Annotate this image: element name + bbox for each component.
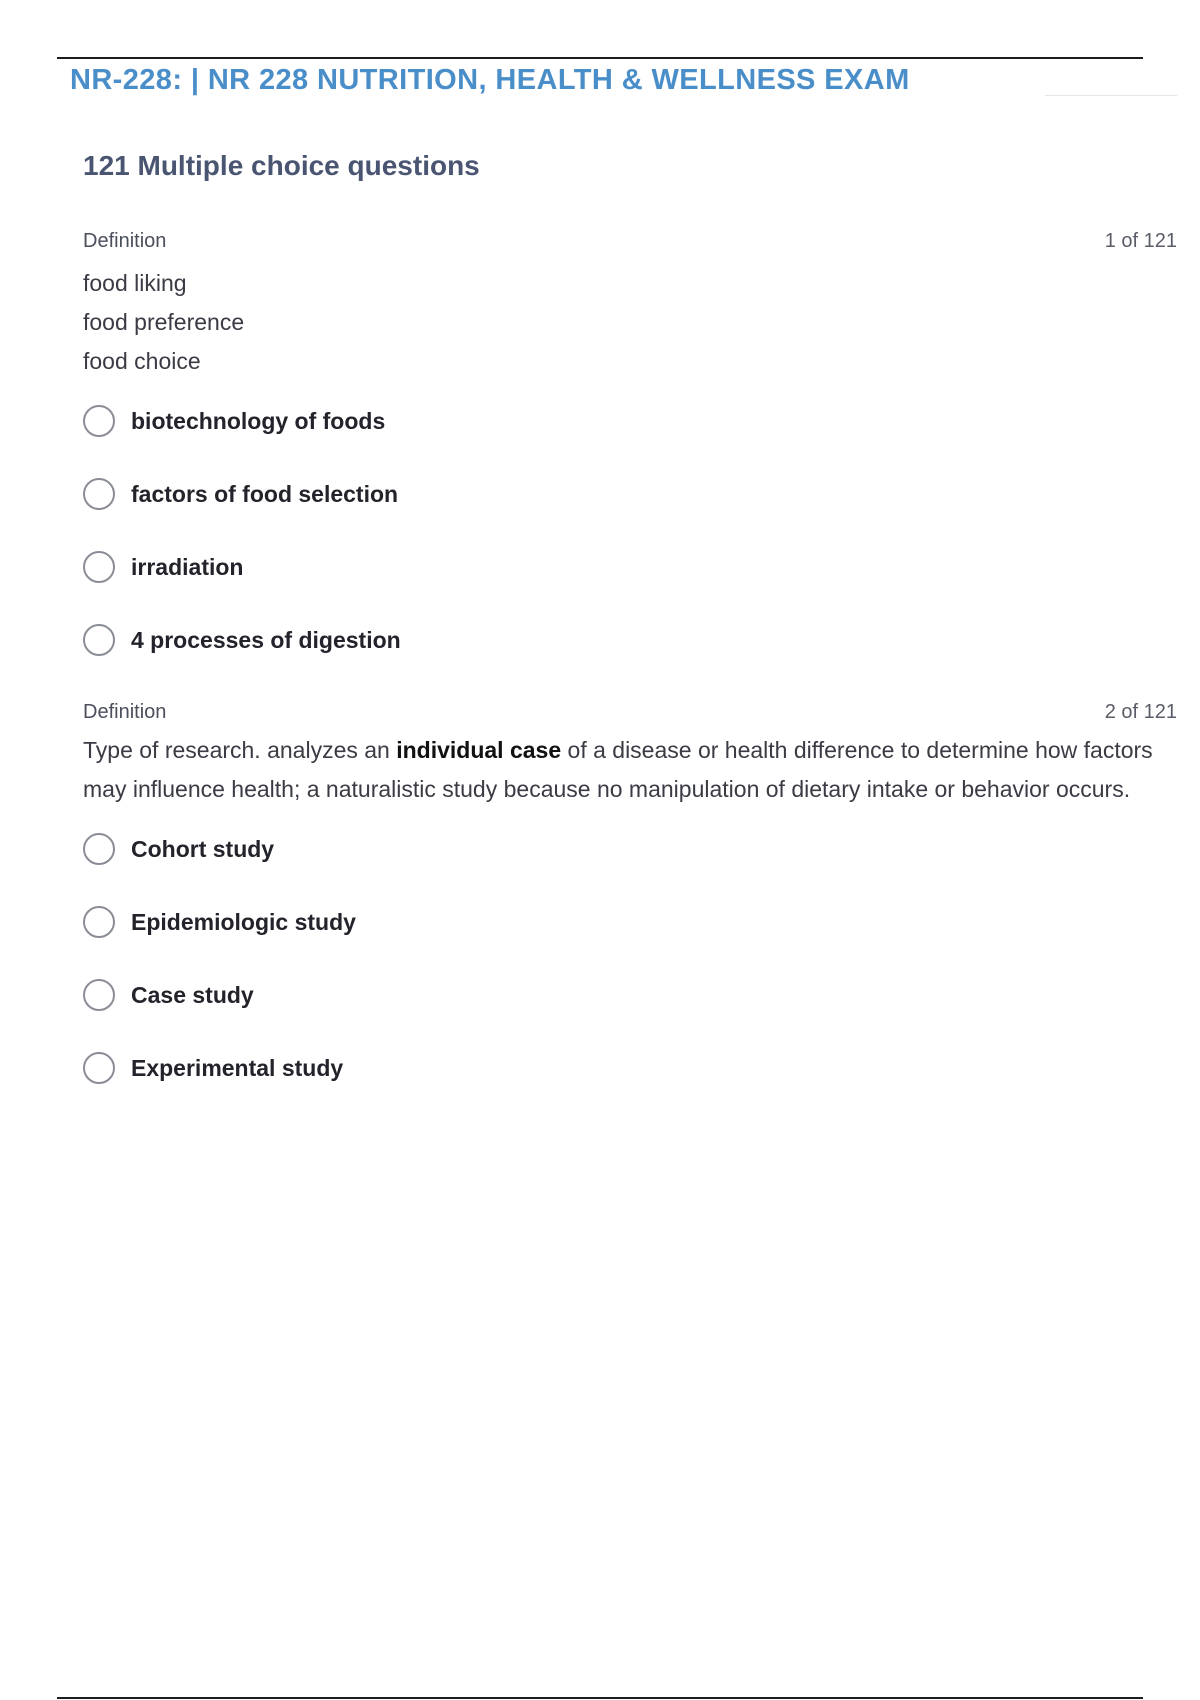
definition-line: food choice	[83, 348, 201, 374]
answer-option-label[interactable]: factors of food selection	[131, 481, 399, 507]
bottom-rule	[57, 1697, 1143, 1699]
answer-options	[83, 405, 1177, 697]
answer-option-label[interactable]: 4 processes of digestion	[131, 627, 401, 653]
definition-line: food liking	[83, 270, 187, 296]
definition-emphasis: individual case	[396, 737, 562, 763]
answer-option[interactable]	[83, 979, 1177, 1052]
answer-option[interactable]	[83, 405, 1177, 478]
question-card-2	[83, 697, 1177, 1125]
question-counter: 1 of 121	[1104, 230, 1177, 252]
question-set-title: 121 Multiple choice questions	[83, 150, 480, 181]
top-rule	[57, 57, 1143, 59]
radio-button[interactable]	[83, 405, 115, 437]
radio-button[interactable]	[83, 551, 115, 583]
answer-option[interactable]	[83, 833, 1177, 906]
answer-option[interactable]	[83, 551, 1177, 624]
answer-option-label[interactable]: Case study	[131, 982, 254, 1008]
radio-button[interactable]	[83, 979, 115, 1011]
answer-option[interactable]	[83, 1052, 1177, 1125]
radio-button[interactable]	[83, 478, 115, 510]
definition-text	[83, 731, 1163, 809]
answer-options	[83, 833, 1177, 1125]
answer-option-label[interactable]: irradiation	[131, 554, 244, 580]
radio-button[interactable]	[83, 624, 115, 656]
header-underline	[1045, 95, 1177, 96]
document-title: NR-228: | NR 228 NUTRITION, HEALTH & WELLNESS EXAM	[70, 64, 910, 96]
answer-option[interactable]	[83, 624, 1177, 697]
definition-text	[83, 264, 1177, 381]
definition-text-start: Type of research. analyzes an	[83, 737, 397, 763]
radio-button[interactable]	[83, 906, 115, 938]
answer-option[interactable]	[83, 478, 1177, 551]
answer-option[interactable]	[83, 906, 1177, 979]
answer-option-label[interactable]: Experimental study	[131, 1055, 344, 1081]
answer-option-label[interactable]: Cohort study	[131, 836, 275, 862]
question-card-1	[83, 226, 1177, 697]
definition-line: food preference	[83, 309, 245, 335]
question-header	[83, 697, 1177, 727]
question-type-label: Definition	[83, 230, 167, 252]
question-counter: 2 of 121	[1104, 701, 1177, 723]
question-type-label: Definition	[83, 701, 167, 723]
answer-option-label[interactable]: biotechnology of foods	[131, 408, 386, 434]
answer-option-label[interactable]: Epidemiologic study	[131, 909, 356, 935]
radio-button[interactable]	[83, 833, 115, 865]
definition-text-end: of a disease or health difference to determine how factors may influence health; a naturalistic study because no manipulation of dietary intake or behavior occurs.	[83, 737, 1153, 802]
radio-button[interactable]	[83, 1052, 115, 1084]
question-header	[83, 226, 1177, 256]
